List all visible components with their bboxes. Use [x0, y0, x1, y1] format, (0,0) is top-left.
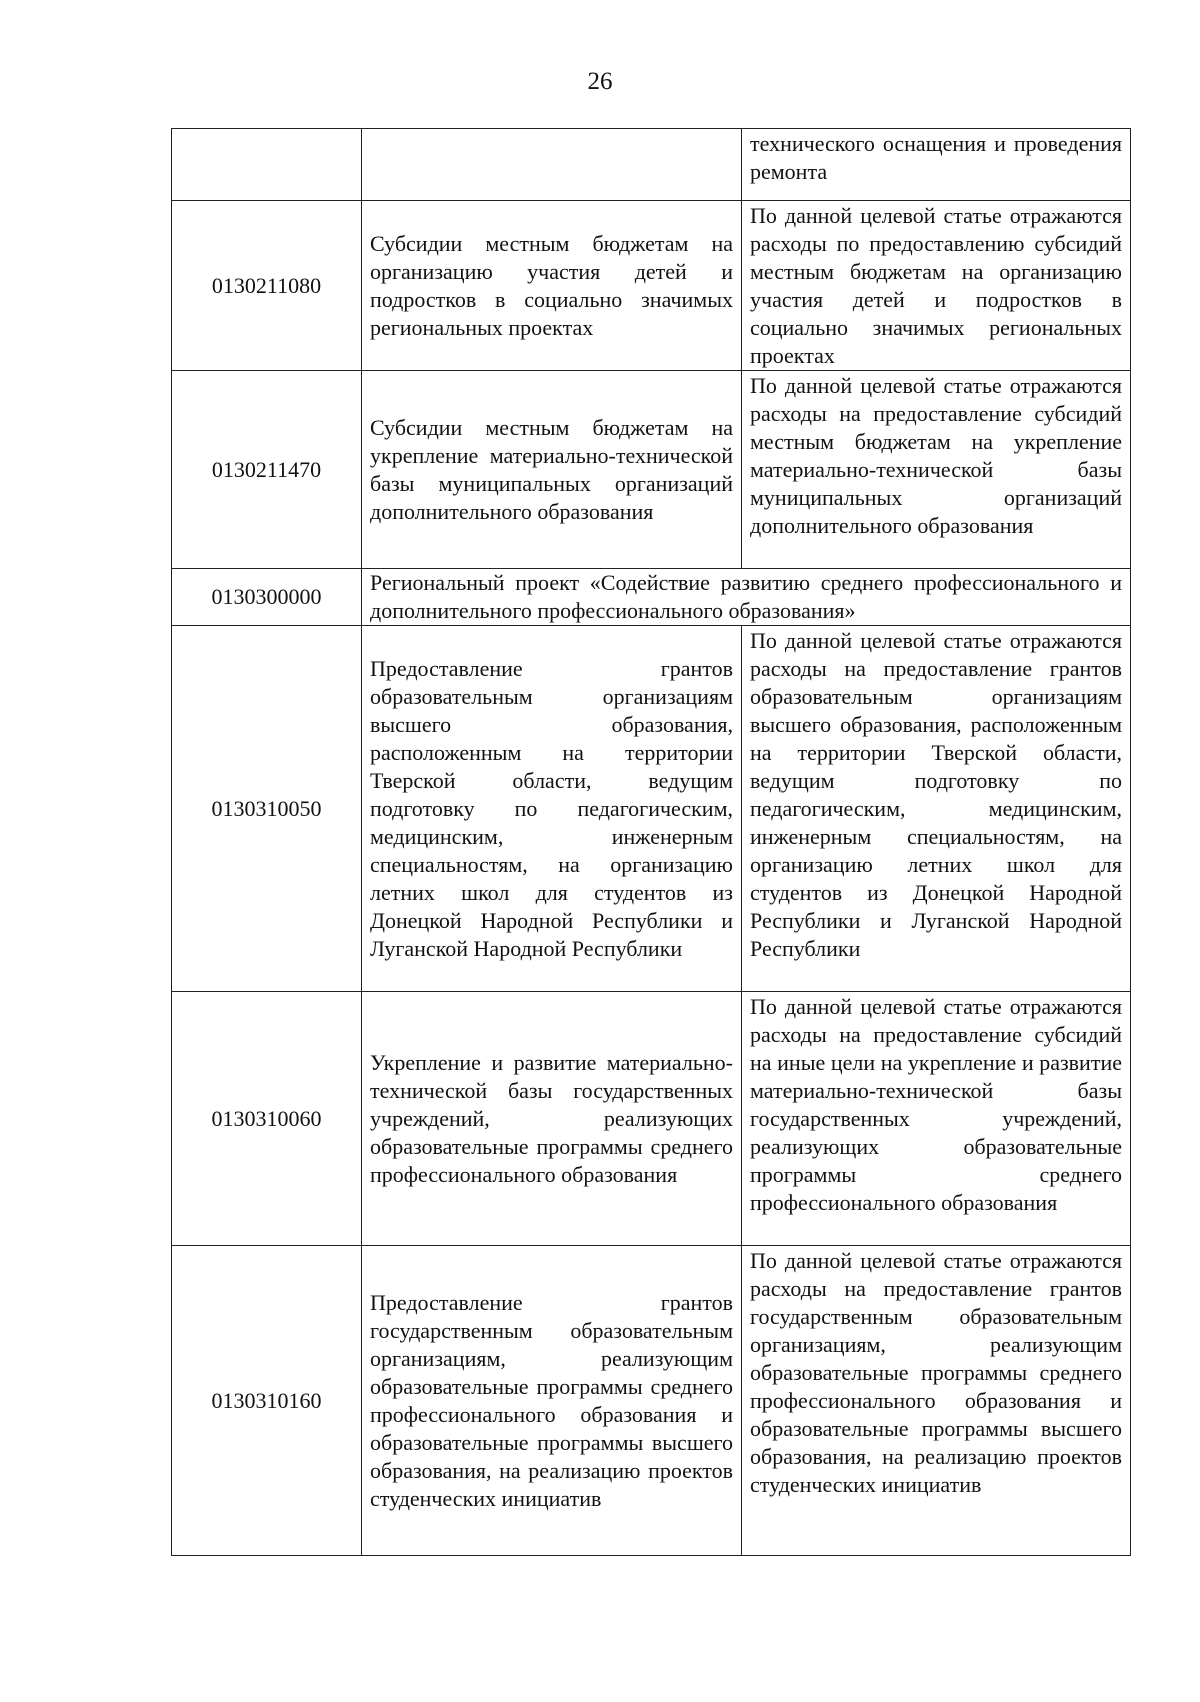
description-cell: технического оснащения и проведения ремонта — [742, 129, 1131, 201]
table-row — [172, 201, 1131, 371]
name-cell: Укрепление и развитие материально-технической базы государственных учреждений, реализующих образовательные программы среднего профессионального образования — [362, 992, 742, 1246]
description-cell: По данной целевой статье отражаются расходы на предоставление субсидий местным бюджетам на укрепление материально-технической базы муниципальных организаций дополнительного образования — [742, 371, 1131, 569]
table-row — [172, 626, 1131, 992]
table-row — [172, 569, 1131, 626]
name-cell: Предоставление грантов государственным образовательным организациям, реализующим образовательные программы среднего профессионального образования и образовательные программы высшего образования, на реализацию проектов студенческих инициатив — [362, 1246, 742, 1556]
page-number: 26 — [587, 68, 613, 95]
code-cell: 0130310160 — [172, 1246, 362, 1556]
table-row — [172, 129, 1131, 201]
description-cell: По данной целевой статье отражаются расходы на предоставление субсидий на иные цели на укрепление и развитие материально-технической базы государственных учреждений, реализующих образовательные программы среднего профессионального образования — [742, 992, 1131, 1246]
description-cell: По данной целевой статье отражаются расходы по предоставлению субсидий местным бюджетам на организацию участия детей и подростков в социально значимых региональных проектах — [742, 201, 1131, 371]
code-cell: 0130211080 — [172, 201, 362, 371]
table-row — [172, 371, 1131, 569]
code-cell: 0130211470 — [172, 371, 362, 569]
name-cell — [362, 129, 742, 201]
description-cell: По данной целевой статье отражаются расходы на предоставление грантов государственным образовательным организациям, реализующим образовательные программы среднего профессионального образования и образовательные программы высшего образования, на реализацию проектов студенческих инициатив — [742, 1246, 1131, 1556]
name-cell: Субсидии местным бюджетам на организацию участия детей и подростков в социально значимых региональных проектах — [362, 201, 742, 371]
description-cell: По данной целевой статье отражаются расходы на предоставление грантов образовательным организациям высшего образования, расположенным на территории Тверской области, ведущим подготовку по педагогическим, медицинским, инженерным специальностям, на организацию летних школ для студентов из Донецкой Народной Республики и Луганской Народной Республики — [742, 626, 1131, 992]
code-cell: 0130310050 — [172, 626, 362, 992]
code-cell — [172, 129, 362, 201]
code-cell: 0130310060 — [172, 992, 362, 1246]
merged-name-cell: Региональный проект «Содействие развитию среднего профессионального и дополнительного профессионального образования» — [362, 569, 1131, 626]
table-row — [172, 1246, 1131, 1556]
name-cell: Субсидии местным бюджетам на укрепление материально-технической базы муниципальных организаций дополнительного образования — [362, 371, 742, 569]
code-cell: 0130300000 — [172, 569, 362, 626]
budget-classification-table — [171, 128, 1131, 1556]
name-cell: Предоставление грантов образовательным организациям высшего образования, расположенным на территории Тверской области, ведущим подготовку по педагогическим, медицинским, инженерным специальностям, на организацию летних школ для студентов из Донецкой Народной Республики и Луганской Народной Республики — [362, 626, 742, 992]
table-row — [172, 992, 1131, 1246]
